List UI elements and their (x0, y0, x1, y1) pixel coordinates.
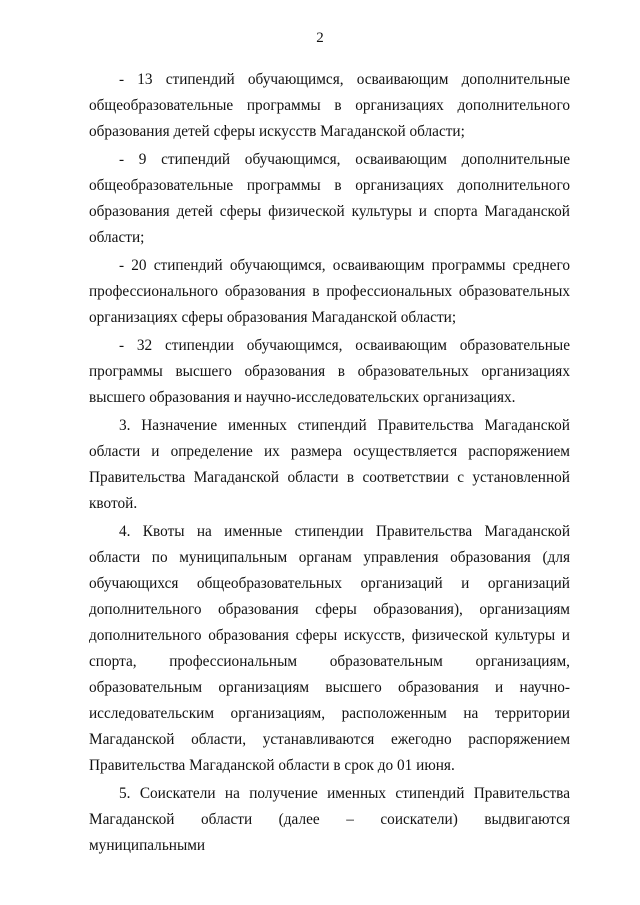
paragraph-quota-arts: - 13 стипендий обучающимся, осваивающим дополнительные общеобразовательные программы в организациях дополнительного образования детей сферы искусств Магаданской области; (89, 71, 570, 140)
paragraph-section-4: 4. Квоты на именные стипендии Правительства Магаданской области по муниципальным органам управления образования (для обучающихся общеобразовательных организаций и организаций дополнительного образования сферы образования), организациям дополнительного образования сферы искусств, физической культуры и спорта, профессиональным образовательным организациям, образовательным организациям высшего образования и научно-исследовательским организациям, расположенным на территории Магаданской области, устанавливаются ежегодно распоряжением Правительства Магаданской области в срок до 01 июня. (89, 523, 570, 774)
paragraph-section-5: 5. Соискатели на получение именных стипендий Правительства Магаданской области (далее – соискатели) выдвигаются муниципальными (89, 785, 570, 854)
page-number: 2 (316, 30, 324, 46)
document-body (89, 67, 570, 861)
paragraph-section-3: 3. Назначение именных стипендий Правительства Магаданской области и определение их размера осуществляется распоряжением Правительства Магаданской области в соответствии с установленной квотой. (89, 417, 570, 512)
paragraph-quota-sports: - 9 стипендий обучающимся, осваивающим дополнительные общеобразовательные программы в организациях дополнительного образования детей сферы физической культуры и спорта Магаданской области; (89, 151, 570, 246)
paragraph-quota-vocational: - 20 стипендий обучающимся, осваивающим программы среднего профессионального образования в профессиональных образовательных организациях сферы образования Магаданской области; (89, 257, 570, 326)
paragraph-quota-higher-education: - 32 стипендии обучающимся, осваивающим образовательные программы высшего образования в образовательных организациях высшего образования и научно-исследовательских организациях. (89, 337, 570, 406)
